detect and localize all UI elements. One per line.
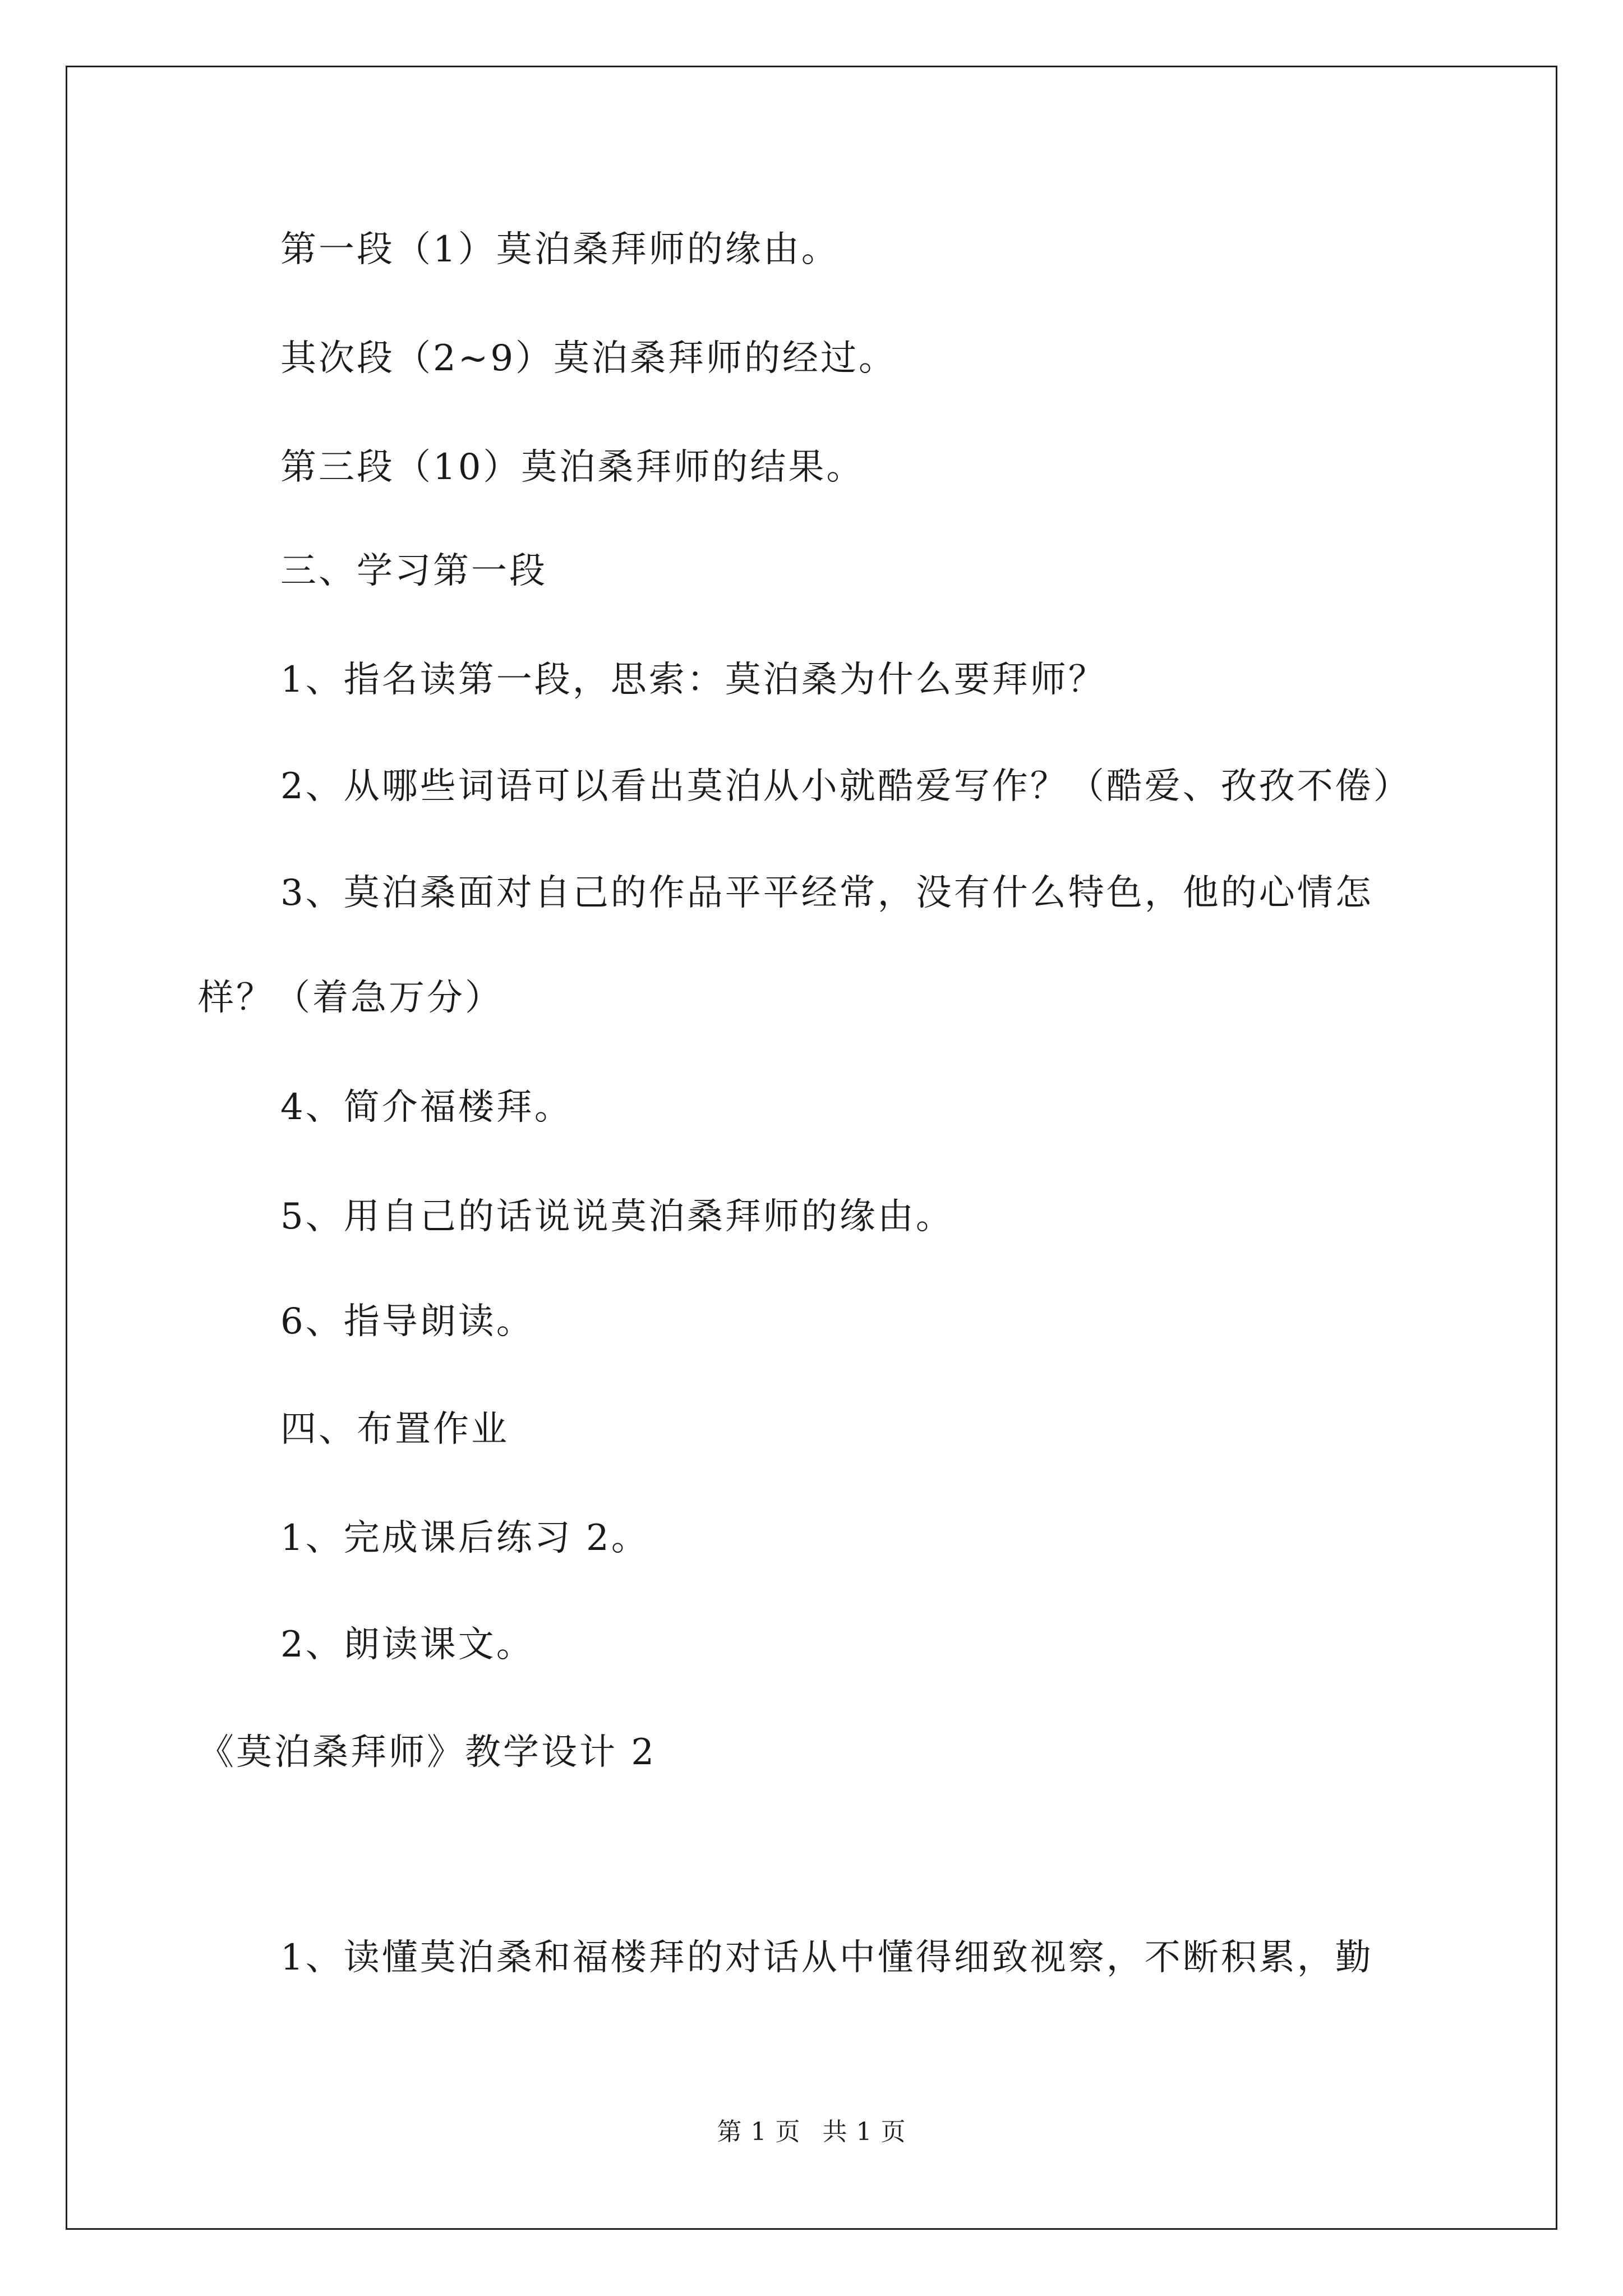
paragraph-line-9: 4、简介福楼拜。 bbox=[280, 1087, 573, 1128]
paragraph-line-6: 2、从哪些词语可以看出莫泊从小就酷爱写作？（酷爱、孜孜不倦） bbox=[280, 766, 1412, 807]
paragraph-line-2: 其次段（2~9）莫泊桑拜师的经过。 bbox=[280, 338, 897, 379]
paragraph-line-5: 1、指名读第一段，思索：莫泊桑为什么要拜师？ bbox=[280, 659, 1106, 701]
page-border bbox=[66, 66, 1557, 2230]
paragraph-line-13: 1、完成课后练习 2。 bbox=[280, 1517, 649, 1559]
paragraph-line-7: 3、莫泊桑面对自己的作品平平经常，没有什么特色，他的心情怎 bbox=[280, 872, 1373, 914]
paragraph-line-10: 5、用自己的话说说莫泊桑拜师的缘由。 bbox=[280, 1196, 954, 1237]
section-heading-4: 四、布置作业 bbox=[280, 1409, 509, 1450]
paragraph-line-1: 第一段（1）莫泊桑拜师的缘由。 bbox=[280, 229, 840, 270]
section-heading-3: 三、学习第一段 bbox=[280, 550, 547, 592]
footer-page-total: 共 1 页 bbox=[822, 2118, 906, 2146]
paragraph-line-16: 1、读懂莫泊桑和福楼拜的对话从中懂得细致视察，不断积累，勤 bbox=[280, 1937, 1373, 1978]
paragraph-line-14: 2、朗读课文。 bbox=[280, 1624, 534, 1665]
paragraph-line-8: 样？（着急万分） bbox=[198, 977, 503, 1019]
paragraph-line-3: 第三段（10）莫泊桑拜师的结果。 bbox=[280, 447, 865, 488]
page-footer bbox=[0, 2116, 1623, 2148]
paragraph-line-11: 6、指导朗读。 bbox=[280, 1301, 534, 1342]
document-title: 《莫泊桑拜师》教学设计 2 bbox=[198, 1732, 657, 1773]
footer-page-number: 第 1 页 bbox=[717, 2118, 801, 2146]
